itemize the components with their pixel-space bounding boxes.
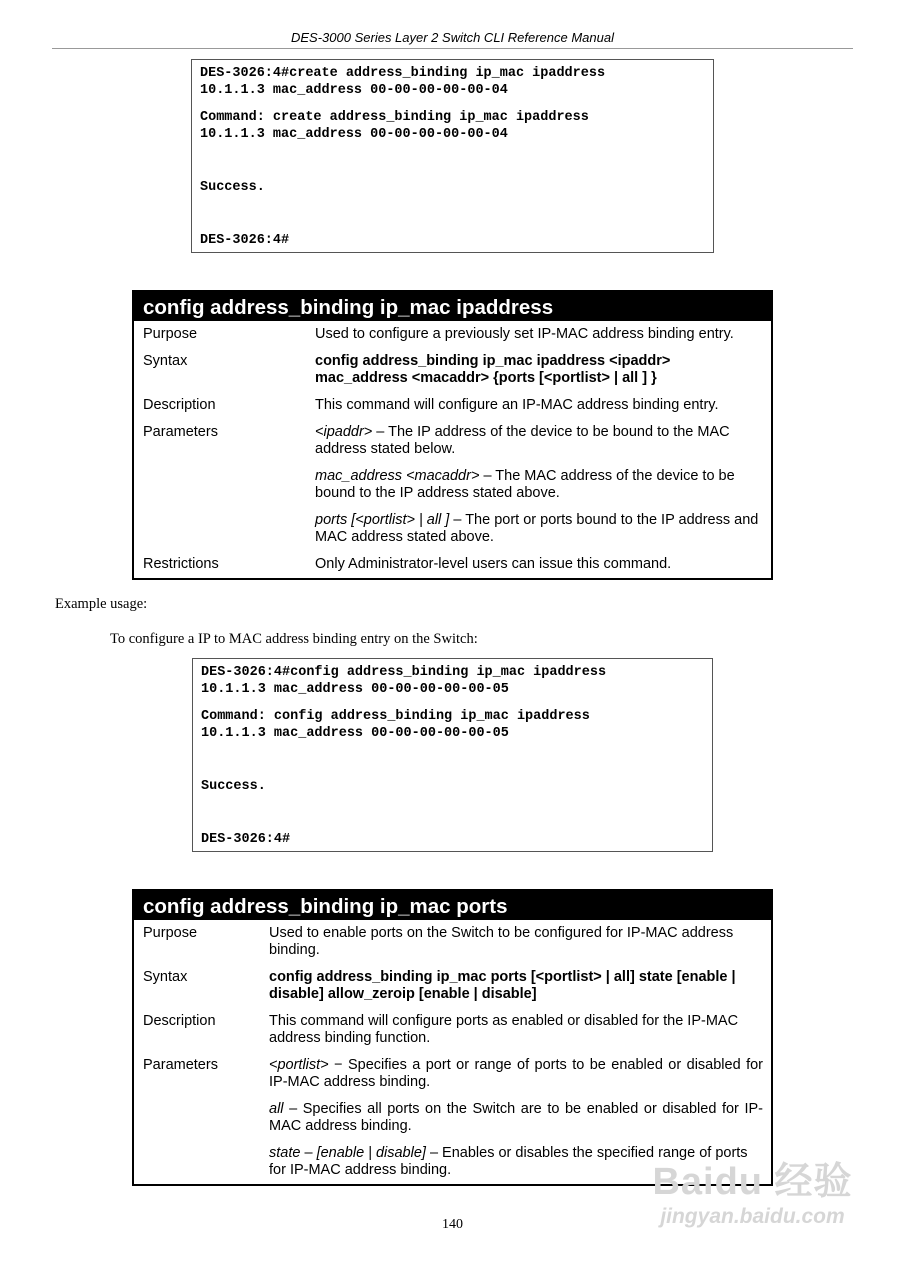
code-line: DES-3026:4#config address_binding ip_mac ipaddress <box>201 665 607 680</box>
parameter-item <box>315 468 763 502</box>
syntax-line: mac_address <macaddr> {ports [<portlist> | all ] } <box>315 370 657 386</box>
parameter-name: ports [<portlist> | all ] <box>315 512 450 528</box>
table-row <box>133 964 772 1008</box>
baidu-watermark <box>640 1160 865 1250</box>
code-example-create <box>191 59 714 253</box>
code-line: 10.1.1.3 mac_address 00-00-00-00-00-05 <box>201 682 509 697</box>
parameter-description: − Specifies a port or range of ports to be enabled or disabled for IP-MAC address binding. <box>269 1057 763 1090</box>
parameter-name: mac_address <macaddr> <box>315 468 480 484</box>
code-line: Success. <box>201 779 266 794</box>
description-text: This command will configure an IP-MAC address binding entry. <box>315 397 719 413</box>
code-line: DES-3026:4# <box>200 233 290 248</box>
parameters-label: Parameters <box>143 424 218 440</box>
command-title: config address_binding ip_mac ipaddress <box>133 291 772 321</box>
code-line: Command: create address_binding ip_mac ipaddress <box>200 110 589 125</box>
parameter-options: [enable | disable] <box>316 1145 426 1161</box>
parameter-item <box>315 512 763 546</box>
parameter-name: all <box>269 1101 284 1117</box>
parameter-description: – Specifies all ports on the Switch are to be enabled or disabled for IP-MAC address binding. <box>269 1101 763 1134</box>
description-text: This command will configure ports as enabled or disabled for the IP-MAC address binding function. <box>269 1013 739 1046</box>
page-header: DES-3000 Series Layer 2 Switch CLI Reference Manual <box>291 30 614 45</box>
table-row <box>133 419 772 551</box>
parameter-item <box>315 424 763 458</box>
code-line: 10.1.1.3 mac_address 00-00-00-00-00-04 <box>200 127 508 142</box>
code-line: DES-3026:4# <box>201 832 291 847</box>
purpose-label: Purpose <box>143 925 198 941</box>
parameters-label: Parameters <box>143 1057 218 1073</box>
parameter-name: state <box>269 1145 301 1161</box>
code-line: Command: config address_binding ip_mac ipaddress <box>201 709 590 724</box>
parameter-item <box>269 1057 763 1091</box>
code-example-config <box>192 658 713 852</box>
restrictions-label: Restrictions <box>143 556 219 572</box>
purpose-text: Used to enable ports on the Switch to be configured for IP-MAC address binding. <box>269 925 734 958</box>
purpose-text: Used to configure a previously set IP-MAC address binding entry. <box>315 326 734 342</box>
syntax-label: Syntax <box>143 969 188 985</box>
parameter-description: – The port or ports bound to the IP address and MAC address stated above. <box>315 512 759 545</box>
restrictions-text: Only Administrator-level users can issue this command. <box>315 556 672 572</box>
parameter-name: <portlist> <box>269 1057 329 1073</box>
parameter-item <box>269 1101 763 1135</box>
syntax-label: Syntax <box>143 353 188 369</box>
parameter-separator: – <box>300 1145 317 1161</box>
command-title: config address_binding ip_mac ports <box>133 890 772 920</box>
syntax-line: config address_binding ip_mac ipaddress <ipaddr> <box>315 353 671 369</box>
purpose-label: Purpose <box>143 326 198 342</box>
table-row <box>133 392 772 419</box>
table-row <box>133 1008 772 1052</box>
parameter-name: <ipaddr> <box>315 424 373 440</box>
code-line: DES-3026:4#create address_binding ip_mac ipaddress <box>200 66 606 81</box>
syntax-text: config address_binding ip_mac ports [<portlist> | all] state [enable | disable] allow_zeroip [enable | disable] <box>269 969 736 1002</box>
table-row <box>133 321 772 348</box>
watermark-url: jingyan.baidu.com <box>660 1205 845 1228</box>
parameters-list <box>306 419 772 551</box>
code-line: Success. <box>200 180 265 195</box>
parameter-description: – The MAC address of the device to be bound to the IP address stated above. <box>315 468 735 501</box>
command-table-ipaddress <box>132 290 773 580</box>
parameter-description: – Enables or disables the specified range of ports for IP-MAC address binding. <box>269 1145 748 1178</box>
example-intro: To configure a IP to MAC address binding entry on the Switch: <box>110 631 478 647</box>
table-row <box>133 348 772 392</box>
description-label: Description <box>143 1013 216 1029</box>
page-number: 140 <box>442 1217 463 1232</box>
table-row <box>133 551 772 579</box>
code-line: 10.1.1.3 mac_address 00-00-00-00-00-04 <box>200 83 508 98</box>
watermark-logo: Baidu 经验 <box>652 1161 853 1203</box>
table-row <box>133 920 772 964</box>
command-table-ports <box>132 889 773 1186</box>
description-label: Description <box>143 397 216 413</box>
parameter-description: – The IP address of the device to be bound to the MAC address stated below. <box>315 424 730 457</box>
syntax-text <box>306 348 772 392</box>
example-usage-label: Example usage: <box>55 596 148 612</box>
code-line: 10.1.1.3 mac_address 00-00-00-00-00-05 <box>201 726 509 741</box>
header-divider <box>52 48 853 49</box>
